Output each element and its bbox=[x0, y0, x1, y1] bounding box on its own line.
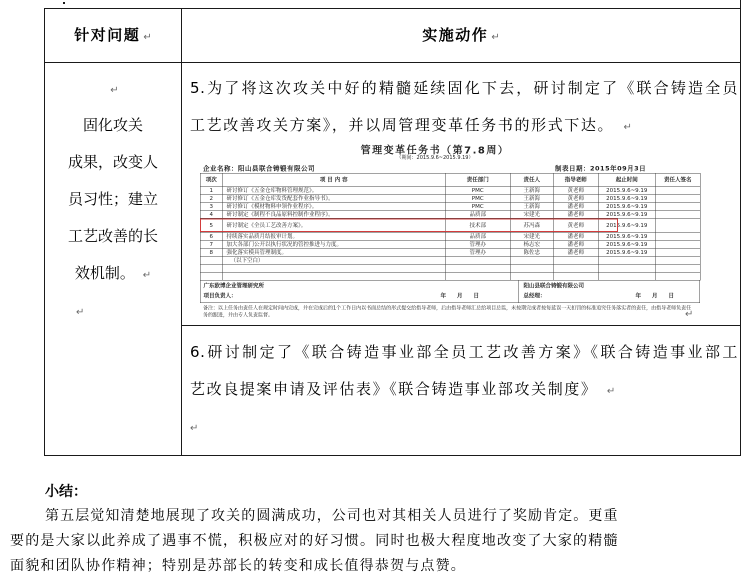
sheet-cell-no: 7 bbox=[200, 240, 222, 248]
summary-line: 要的是大家以此养成了遇事不慌，积极应对的好习惯。同时也极大程度地改变了大家的精髓 bbox=[10, 533, 618, 549]
sheet-column-header: 项次 bbox=[200, 173, 222, 186]
sheet-cell-period: 2015.9.6~9.19 bbox=[598, 202, 655, 210]
sheet-blank-note-row bbox=[200, 256, 700, 264]
sheet-cell-mentor: 黄老师 bbox=[553, 218, 598, 232]
table-column-divider bbox=[181, 8, 182, 456]
sheet-task-row bbox=[200, 240, 700, 248]
paragraph-mark-icon: ↵ bbox=[190, 423, 199, 434]
sheet-cell-owner: 宋建光 bbox=[510, 210, 553, 218]
table-row-divider bbox=[181, 325, 741, 326]
paragraph-mark-icon: ↵ bbox=[606, 386, 616, 397]
sheet-cell-content: 持续落实品质月结报审计划。 bbox=[222, 232, 445, 240]
sheet-cell-sign bbox=[655, 210, 700, 218]
sheet-cell-period: 2015.9.6~9.19 bbox=[598, 218, 655, 232]
task-sheet bbox=[190, 140, 702, 322]
paragraph-mark-icon: ↵ bbox=[143, 32, 152, 43]
sheet-column-header: 责任人 bbox=[510, 173, 553, 186]
summary-paragraph bbox=[10, 504, 618, 579]
action-6-line bbox=[190, 408, 738, 445]
sheet-cell-no: 3 bbox=[200, 202, 222, 210]
sheet-cell-sign bbox=[655, 186, 700, 194]
crop-mark bbox=[740, 0, 741, 8]
sheet-cell-mentor: 潘老师 bbox=[553, 210, 598, 218]
sheet-cell-content: 研讨制定《制程不良品原料控制作业程序》。 bbox=[222, 210, 445, 218]
sheet-cell-sign bbox=[655, 194, 700, 202]
sheet-cell-period: 2015.9.6~9.19 bbox=[598, 210, 655, 218]
sheet-column-header: 责任部门 bbox=[445, 173, 510, 186]
sheet-task-row bbox=[200, 194, 700, 202]
header-action-label: 实施动作 bbox=[422, 26, 489, 44]
header-issue-cell bbox=[45, 9, 181, 62]
task-sheet-title: 管理变革任务书（第7.8周） bbox=[360, 144, 510, 156]
paragraph-mark-icon: ↵ bbox=[491, 32, 500, 43]
sheet-task-row bbox=[200, 210, 700, 218]
footer-left-date: 年 月 日 bbox=[440, 292, 479, 299]
sheet-cell-no: 1 bbox=[200, 186, 222, 194]
sheet-cell-dept: 管理办 bbox=[445, 240, 510, 248]
action-5-text bbox=[190, 70, 738, 144]
sheet-cell-owner: 陈佐忠 bbox=[510, 248, 553, 256]
action-6-line-text: 艺改良提案申请及评估表》《联合铸造事业部攻关制度》 bbox=[190, 380, 598, 398]
sheet-cell-content: 强化落实模具管理制度。 bbox=[222, 248, 445, 256]
sheet-cell-no: 5 bbox=[200, 218, 222, 232]
sheet-cell-sign bbox=[655, 256, 700, 264]
sheet-column-header: 项 目 内 容 bbox=[222, 173, 445, 186]
task-sheet-remark: 备注：以上任务由责任人在规定时间内完成，并在完成后的1个工作日内以书面总结的形式提交给指导老师，后由指导老师汇总给项目总监，未按期完成者按每延误一天扣罚的标准追究任务落实者的责任，由指导老师负责任务的跟进，并由专人负责监督。 bbox=[203, 305, 692, 318]
sheet-cell-owner bbox=[510, 256, 553, 264]
action-5-line: 5.为了将这次攻关中好的精髓延续固化下去，研讨制定了《联合铸造全员 bbox=[190, 79, 738, 97]
issue-line bbox=[45, 144, 181, 181]
footer-divider bbox=[519, 280, 520, 303]
sheet-cell-content: （以下空白） bbox=[222, 256, 445, 264]
issue-line bbox=[45, 70, 181, 107]
sheet-cell-sign bbox=[655, 232, 700, 240]
sheet-cell-dept: 技术部 bbox=[445, 218, 510, 232]
table-border-bottom bbox=[44, 455, 741, 456]
sheet-cell-period: 2015.9.6~9.19 bbox=[598, 186, 655, 194]
sheet-cell-owner: 宋建光 bbox=[510, 232, 553, 240]
sheet-cell-mentor bbox=[553, 264, 598, 272]
issue-line bbox=[45, 181, 181, 218]
footer-left-sign: 项目负责人： bbox=[203, 292, 237, 299]
issue-line bbox=[45, 292, 181, 329]
sheet-cell-sign bbox=[655, 202, 700, 210]
issue-line bbox=[45, 255, 181, 292]
sheet-cell-mentor: 黄老师 bbox=[553, 186, 598, 194]
sheet-cell-dept bbox=[445, 264, 510, 272]
sheet-cell-owner: 苏冯森 bbox=[510, 218, 553, 232]
sheet-cell-mentor: 潘老师 bbox=[553, 232, 598, 240]
sheet-cell-dept bbox=[445, 256, 510, 264]
sheet-cell-period bbox=[598, 256, 655, 264]
issue-text: 员习性；建立 bbox=[67, 190, 158, 208]
sheet-header-row bbox=[200, 173, 700, 186]
issue-text: 工艺改善的长 bbox=[67, 227, 158, 245]
issue-line bbox=[45, 218, 181, 255]
sheet-task-row bbox=[200, 232, 700, 240]
sheet-cell-sign bbox=[655, 240, 700, 248]
sheet-cell-content: 研讨制定《全员工艺改善方案》。 bbox=[222, 218, 445, 232]
sheet-cell-content: 研讨修订《模材物料申领作业程序》。 bbox=[222, 202, 445, 210]
sheet-cell-content: 研讨修订《五金仓库发货配套作业指导书》。 bbox=[222, 194, 445, 202]
task-sheet-image bbox=[190, 140, 702, 322]
action-6-text bbox=[190, 334, 738, 445]
sheet-task-row bbox=[200, 202, 700, 210]
sheet-cell-owner: 王新海 bbox=[510, 186, 553, 194]
task-sheet-company: 企业名称：阳山县联合铸锻有限公司 bbox=[203, 165, 316, 173]
footer-right-sign: 总经理： bbox=[523, 292, 546, 299]
issue-text: 效机制。 bbox=[74, 264, 135, 282]
action-5-line bbox=[190, 107, 738, 144]
sheet-cell-sign bbox=[655, 218, 700, 232]
sheet-cell-no: 4 bbox=[200, 210, 222, 218]
task-sheet-head bbox=[200, 173, 700, 186]
highlight-box bbox=[200, 219, 618, 233]
sheet-column-header: 责任人签名 bbox=[655, 173, 700, 186]
task-sheet-footer bbox=[200, 280, 700, 303]
sheet-cell-dept: PMC bbox=[445, 186, 510, 194]
issue-cell bbox=[45, 63, 181, 455]
sheet-cell-mentor bbox=[553, 256, 598, 264]
crop-mark bbox=[63, 2, 65, 4]
sheet-cell-mentor: 潘老师 bbox=[553, 248, 598, 256]
sheet-cell-owner bbox=[510, 264, 553, 272]
action-6-line bbox=[190, 371, 738, 408]
sheet-cell-no: 2 bbox=[200, 194, 222, 202]
sheet-cell-period: 2015.9.6~9.19 bbox=[598, 194, 655, 202]
paragraph-mark-icon: ↵ bbox=[142, 270, 152, 281]
paragraph-mark-icon: ↵ bbox=[110, 85, 119, 96]
sheet-task-row bbox=[200, 186, 700, 194]
footer-right-org: 阳山县联合铸锻有限公司 bbox=[523, 282, 584, 289]
sheet-cell-dept: 品质部 bbox=[445, 232, 510, 240]
sheet-cell-sign bbox=[655, 264, 700, 272]
sheet-cell-content bbox=[222, 264, 445, 272]
sheet-cell-period: 2015.9.6~9.19 bbox=[598, 240, 655, 248]
paragraph-mark-icon: ↵ bbox=[623, 122, 632, 133]
sheet-cell-mentor: 潘老师 bbox=[553, 240, 598, 248]
summary-line: 第五层觉知清楚地展现了攻关的圆满成功，公司也对其相关人员进行了奖励肯定。更重 bbox=[45, 508, 618, 524]
sheet-cell-mentor: 潘老师 bbox=[553, 202, 598, 210]
sheet-cell-dept: PMC bbox=[445, 194, 510, 202]
summary-heading: 小结： bbox=[45, 484, 87, 500]
sheet-column-header: 起止时间 bbox=[598, 173, 655, 186]
task-sheet-period: （期间：2015.9.6~2015.9.19） bbox=[396, 155, 474, 161]
sheet-cell-owner: 杨志宏 bbox=[510, 240, 553, 248]
sheet-cell-owner: 王新海 bbox=[510, 202, 553, 210]
action-5-line-text: 工艺改善攻关方案》，并以周管理变革任务书的形式下达。 bbox=[190, 116, 615, 134]
sheet-cell-content: 研讨修订《五金仓库物料管理规范》。 bbox=[222, 186, 445, 194]
issue-line bbox=[45, 107, 181, 144]
table-border-right bbox=[740, 8, 741, 456]
issue-text: 成果，改变人 bbox=[67, 153, 158, 171]
sheet-column-header: 指导老师 bbox=[553, 173, 598, 186]
footer-right-date: 年 月 日 bbox=[635, 292, 674, 299]
footer-left-org: 广东欧博企业管理研究所 bbox=[203, 282, 264, 289]
header-issue-label: 针对问题 bbox=[74, 26, 141, 44]
sheet-cell-content: 加大各部门公开以执行状况的管控推进与力度。 bbox=[222, 240, 445, 248]
sheet-cell-period bbox=[598, 264, 655, 272]
sheet-cell-period: 2015.9.6~9.19 bbox=[598, 232, 655, 240]
sheet-cell-dept: 管理办 bbox=[445, 248, 510, 256]
sheet-cell-no bbox=[200, 264, 222, 272]
sheet-cell-mentor: 黄老师 bbox=[553, 194, 598, 202]
sheet-cell-dept: 品质部 bbox=[445, 210, 510, 218]
sheet-cell-no bbox=[200, 256, 222, 264]
paragraph-mark-icon: ↵ bbox=[76, 307, 85, 318]
task-sheet-date: 制表日期：2015年09月3日 bbox=[555, 165, 647, 173]
sheet-cell-no: 8 bbox=[200, 248, 222, 256]
header-action-cell bbox=[182, 9, 740, 62]
task-sheet-body bbox=[200, 186, 700, 280]
paragraph-mark-icon: ↵ bbox=[685, 309, 694, 320]
sheet-task-row bbox=[200, 248, 700, 256]
sheet-cell-owner: 王新海 bbox=[510, 194, 553, 202]
sheet-cell-period: 2015.9.6~9.19 bbox=[598, 248, 655, 256]
sheet-cell-dept: PMC bbox=[445, 202, 510, 210]
sheet-cell-no: 6 bbox=[200, 232, 222, 240]
sheet-cell-sign bbox=[655, 248, 700, 256]
sheet-empty-row bbox=[200, 264, 700, 272]
action-6-line: 6.研讨制定了《联合铸造事业部全员工艺改善方案》《联合铸造事业部工 bbox=[190, 343, 738, 361]
summary-line: 面貌和团队协作精神；特别是苏部长的转变和成长值得恭贺与点赞。 bbox=[10, 558, 466, 574]
issue-text: 固化攻关 bbox=[82, 116, 143, 134]
